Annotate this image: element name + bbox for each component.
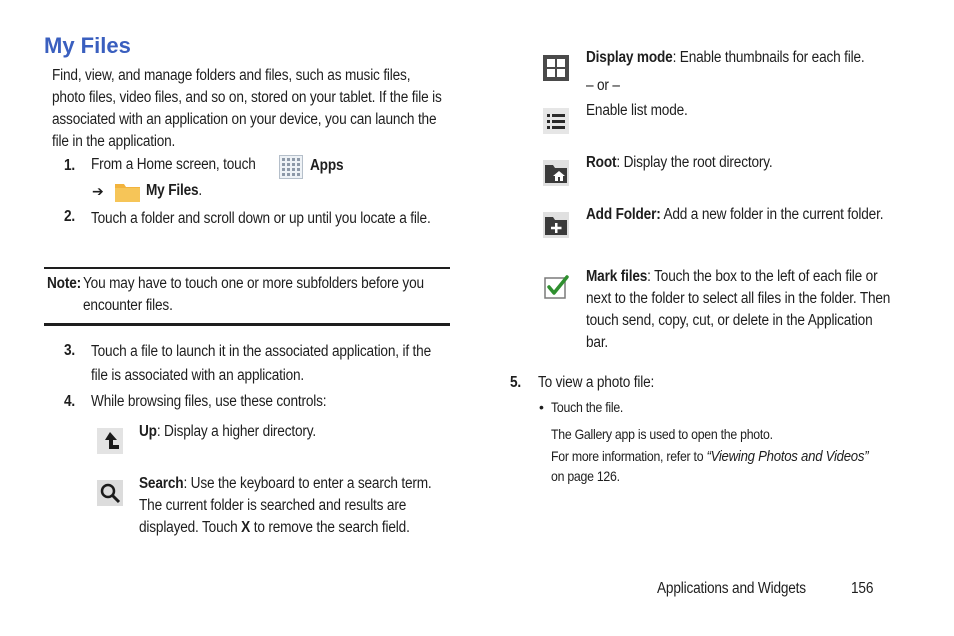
display-mode-desc: : Enable thumbnails for each file. xyxy=(672,49,865,66)
step-2-text: Touch a folder and scroll down or up until you locate a file. xyxy=(91,210,431,227)
more-info-page: on page 126. xyxy=(551,468,620,484)
intro-paragraph: Find, view, and manage folders and files, such as music files, photo files, video files, and so on, stored on your tablet. If the file is associated with an application on your device, you can launch the file in the application. xyxy=(52,67,442,150)
step-1 xyxy=(91,154,278,176)
note-top-rule xyxy=(44,267,450,269)
search-icon xyxy=(97,480,123,506)
my-files-name: My Files xyxy=(146,182,199,199)
note-label: Note: xyxy=(47,275,81,292)
display-mode-text xyxy=(586,47,903,69)
add-folder-icon xyxy=(543,212,569,238)
up-arrow-icon xyxy=(97,428,123,454)
step-2-number: 2. xyxy=(64,208,76,225)
add-folder-term: Add Folder: xyxy=(586,206,661,223)
root-term: Root xyxy=(586,154,617,171)
search-x: X xyxy=(241,519,251,536)
page-title: My Files xyxy=(44,33,131,58)
display-mode-term: Display mode xyxy=(586,49,673,66)
or-separator: – or – xyxy=(586,77,620,94)
footer-section: Applications and Widgets xyxy=(657,580,806,597)
add-folder-desc: Add a new folder in the current folder. xyxy=(660,206,884,223)
search-desc-2: to remove the search field. xyxy=(250,519,410,536)
thumbnail-grid-icon xyxy=(543,55,569,81)
step-1-text: From a Home screen, touch xyxy=(91,156,256,173)
step-3-text: Touch a file to launch it in the associated application, if the file is associated with an application. xyxy=(91,343,431,384)
mark-files-term: Mark files xyxy=(586,268,648,285)
apps-label: Apps xyxy=(310,157,344,174)
gallery-note: The Gallery app is used to open the photo. xyxy=(551,426,773,442)
root-control-text xyxy=(586,152,903,174)
step-3-number: 3. xyxy=(64,342,76,359)
root-desc: : Display the root directory. xyxy=(616,154,773,171)
more-info-reference: “Viewing Photos and Videos” xyxy=(706,448,869,465)
step-4-text: While browsing files, use these controls: xyxy=(91,393,327,410)
up-control-text xyxy=(139,421,447,443)
up-desc: : Display a higher directory. xyxy=(156,423,316,440)
note-bottom-rule xyxy=(44,323,450,326)
apps-grid-icon xyxy=(279,155,303,179)
mark-files-control-text xyxy=(586,266,896,354)
add-folder-control-text xyxy=(586,204,894,226)
more-info-line xyxy=(551,446,868,467)
search-term: Search xyxy=(139,475,184,492)
more-info-prefix: For more information, refer to xyxy=(551,448,707,464)
step-5-number: 5. xyxy=(510,374,522,391)
checkbox-checked-icon xyxy=(543,273,571,301)
note-text: You may have to touch one or more subfolders before you encounter files. xyxy=(83,275,424,314)
arrow-glyph: ➔ xyxy=(92,183,104,199)
my-files-label xyxy=(146,180,202,202)
folder-icon xyxy=(114,181,141,203)
root-folder-icon xyxy=(543,160,569,186)
my-files-period: . xyxy=(198,182,203,199)
step-5-text: To view a photo file: xyxy=(538,374,655,391)
search-desc-1: : Use the keyboard to enter a search term. The current folder is searched and results are displayed. Touch xyxy=(139,475,432,536)
bullet-text: Touch the file. xyxy=(551,399,624,415)
list-mode-text: Enable list mode. xyxy=(586,102,688,119)
step-1-number: 1. xyxy=(64,157,76,174)
up-term: Up xyxy=(139,423,157,440)
step-4-number: 4. xyxy=(64,393,76,410)
bullet-glyph: • xyxy=(539,399,544,415)
page-number: 156 xyxy=(851,580,874,597)
list-mode-icon xyxy=(543,108,569,134)
mark-files-desc: : Touch the box to the left of each file or next to the folder to select all files in the folder. Then touch send, copy, cut, or delete in the Application bar. xyxy=(586,268,891,351)
search-control-text xyxy=(139,473,438,539)
